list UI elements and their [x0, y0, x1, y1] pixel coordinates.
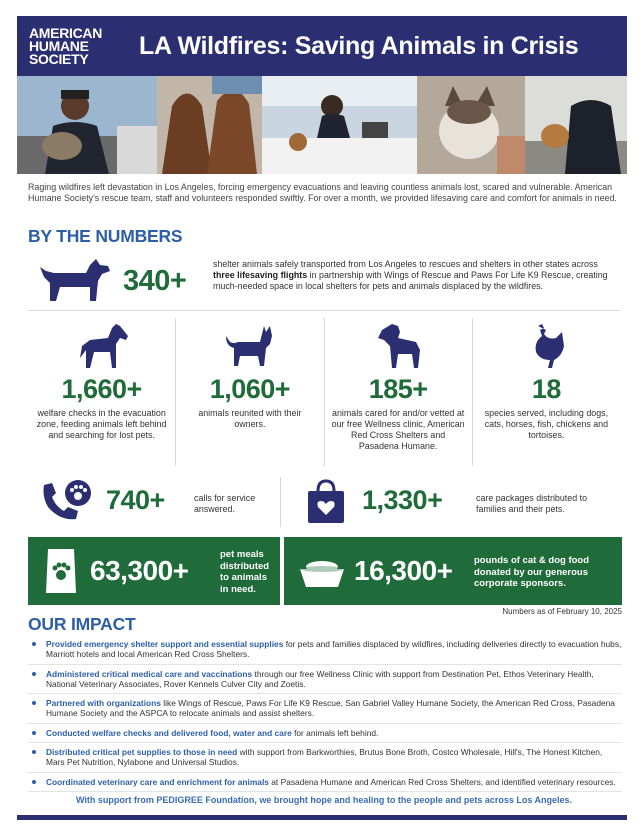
stats-grid [28, 318, 620, 466]
stat-food-donated-banner [284, 537, 622, 605]
pet-food-bag-icon [44, 547, 78, 595]
stat-food-donated-text: pounds of cat & dog food donated by our generous corporate sponsors. [474, 555, 590, 589]
stat-animals-cared-text: animals cared for and/or vetted at our free Wellness clinic, American Red Cross Shelters and Pasadena Humane. [331, 408, 465, 451]
chicken-icon [516, 322, 576, 370]
stats-divider [280, 477, 281, 527]
stat-species-text: species served, including dogs, cats, horses, fish, chickens and tortoises. [484, 408, 609, 440]
stat-flights [28, 253, 620, 311]
list-item: Distributed critical pet supplies to those in need with support from Barkworthies, Brutus Bone Broth, Costco Wholesale, Hill's, The Honest Kitchen, Mars Pet Nutrition, Nylabone and Universal Studios. [28, 747, 622, 773]
impact-list [28, 639, 622, 796]
by-the-numbers-heading: BY THE NUMBERS [28, 226, 183, 246]
stat-pet-meals-banner [28, 537, 280, 605]
dog-icon [38, 257, 114, 303]
list-item: Provided emergency shelter support and essential supplies for pets and families displaced by wildfires, including deliveries directly to evacuation hubs, Marriott hotels and local American Red Cross Shelters. [28, 639, 622, 665]
horse-icon [72, 322, 132, 370]
list-item: Partnered with organizations like Wings of Rescue, Paws For Life K9 Rescue, San Gabriel Valley Humane Society, the American Red Cross, Pasadena Humane Society and the ASPCA to relocate animals and assist shelters. [28, 698, 622, 724]
page-title: LA Wildfires: Saving Animals in Crisis [139, 31, 579, 60]
stat-species [473, 318, 620, 466]
intro-paragraph: Raging wildfires left devastation in Los Angeles, forcing emergency evacuations and leaving countless animals lost, scared and vulnerable. American Humane Society's rescue team, staff and volunteers responded swiftly. For over a month, we provided lifesaving care and comfort for animals in need. [28, 182, 617, 203]
dog-icon [368, 322, 428, 370]
closing-statement: With support from PEDIGREE Foundation, we brought hope and healing to the people and pets across Los Angeles. [75, 795, 573, 805]
stat-welfare-checks-text: welfare checks in the evacuation zone, feeding animals left behind and searching for lost pets. [36, 408, 167, 440]
stat-flights-text: shelter animals safely transported from Los Angeles to rescues and shelters in other states across three lifesaving flights in partnership with Wings of Rescue and Paws For Life K9 Rescue, creating much-needed space in local shelters for pets and animals displaced by the wildfires. [213, 259, 608, 291]
photo-cat [417, 76, 525, 174]
stat-welfare-checks [28, 318, 176, 466]
footer-rule [17, 815, 627, 820]
stat-species-value: 18 [531, 374, 561, 404]
stat-packages-value: 1,330+ [362, 485, 443, 515]
stat-animals-cared-value: 185+ [368, 374, 428, 404]
cat-icon [220, 322, 280, 370]
list-item: Administered critical medical care and vaccinations through our free Wellness Clinic with support from Destination Pet, Ethos Veterinary Health, National Veterinary Associates, Rover Kennels Culver City and Zoetis. [28, 669, 622, 695]
header-banner [17, 16, 627, 76]
shopping-bag-heart-icon [304, 477, 348, 525]
photo-strip [17, 76, 627, 174]
american-humane-society-logo: AMERICAN HUMANE SOCIETY [29, 24, 103, 67]
our-impact-heading: OUR IMPACT [28, 614, 136, 634]
stat-reunited-text: animals reunited with their owners. [198, 408, 302, 429]
stat-animals-cared [325, 318, 473, 466]
stat-pet-meals-value: 63,300+ [90, 555, 189, 586]
food-bowl-icon [298, 555, 346, 589]
stat-food-donated-value: 16,300+ [354, 555, 453, 586]
photo-rescuer-with-dog [17, 76, 157, 174]
stat-calls-value: 740+ [106, 485, 165, 515]
photo-rescuer-with-puppy [525, 76, 627, 174]
list-item: Coordinated veterinary care and enrichment for animals at Pasadena Humane and American Red Cross Shelters, and identified veterinary resources. [28, 777, 622, 792]
photo-horses [157, 76, 262, 174]
photo-clinic-volunteers [262, 76, 417, 174]
stat-calls-text: calls for service answered. [194, 493, 256, 514]
phone-paw-icon [40, 479, 96, 523]
stat-reunited-value: 1,060+ [209, 374, 291, 404]
stat-flights-value: 340+ [123, 265, 187, 297]
stat-pet-meals-text: pet meals distributed to animals in need. [220, 549, 270, 595]
stat-packages-text: care packages distributed to families and their pets. [476, 493, 588, 514]
stat-reunited [176, 318, 324, 466]
list-item: Conducted welfare checks and delivered food, water and care for animals left behind. [28, 728, 622, 743]
numbers-as-of-note: Numbers as of February 10, 2025 [502, 607, 622, 616]
stat-welfare-checks-value: 1,660+ [61, 374, 142, 404]
stats-row-calls-packages [28, 473, 620, 531]
